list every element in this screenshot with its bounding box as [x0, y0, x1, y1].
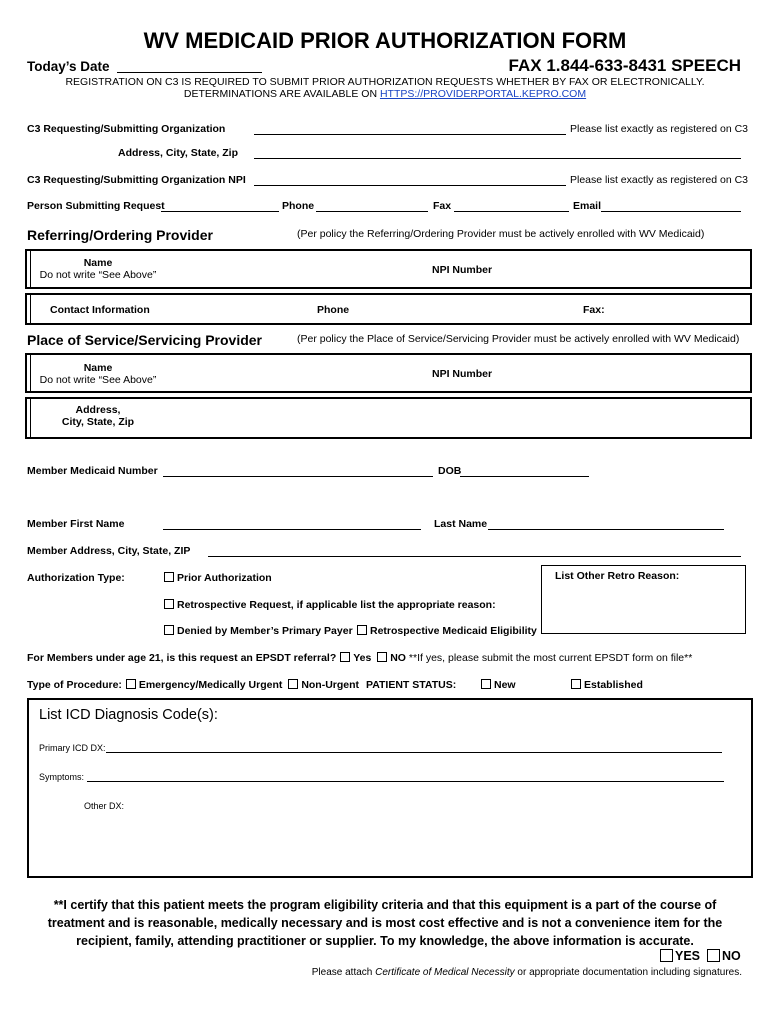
- certification-line-3: recipient, family, attending practitioner or supplier. To my knowledge, the above information is accurate.: [76, 934, 694, 948]
- prior-authorization-option[interactable]: [164, 572, 272, 584]
- certification-line-1: **I certify that this patient meets the program eligibility criteria and that this equipment is a part of the course of: [53, 898, 717, 912]
- status-new-option[interactable]: [481, 679, 516, 691]
- referring-npi-label: NPI Number: [432, 264, 493, 276]
- denied-primary-payer-checkbox[interactable]: [164, 625, 174, 635]
- epsdt-note: **If yes, please submit the most current EPSDT form on file**: [408, 652, 693, 664]
- certify-yes-checkbox[interactable]: [660, 949, 673, 962]
- primary-icd-label: Primary ICD DX:: [39, 743, 106, 753]
- referring-phone-label: Phone: [317, 304, 350, 316]
- symptoms-label: Symptoms:: [39, 772, 85, 782]
- authorization-type-label: Authorization Type:: [27, 572, 125, 584]
- certification-line-2: treatment and is reasonable, medically necessary and is most cost effective and is not a convenience item for the: [47, 916, 723, 930]
- retro-medicaid-checkbox[interactable]: [357, 625, 367, 635]
- epsdt-yes-checkbox[interactable]: [340, 652, 350, 662]
- registration-notice: REGISTRATION ON C3 IS REQUIRED TO SUBMIT PRIOR AUTHORIZATION REQUESTS WHETHER BY FAX OR ELECTRONICALLY.: [65, 76, 705, 88]
- retro-request-checkbox[interactable]: [164, 599, 174, 609]
- service-policy-note: [297, 333, 739, 345]
- service-address-line2: City, State, Zip: [61, 416, 135, 428]
- certify-yes-option[interactable]: [660, 949, 700, 963]
- submitter-fax-field[interactable]: [454, 211, 569, 212]
- retro-request-option[interactable]: [164, 599, 496, 611]
- member-dob-label: DOB: [438, 465, 462, 477]
- denied-primary-payer-label: Denied by Member’s Primary Payer: [177, 625, 353, 637]
- referring-provider-heading: Referring/Ordering Provider: [27, 227, 213, 243]
- org-note: Please list exactly as registered on C3: [570, 123, 749, 135]
- member-first-name-label: Member First Name: [27, 518, 125, 530]
- retro-request-label: Retrospective Request, if applicable list the appropriate reason:: [177, 599, 496, 611]
- submitter-phone-field[interactable]: [316, 211, 428, 212]
- emergency-checkbox[interactable]: [126, 679, 136, 689]
- provider-portal-link[interactable]: HTTPS://PROVIDERPORTAL.KEPRO.COM: [379, 88, 587, 100]
- submitter-email-field[interactable]: [601, 211, 741, 212]
- member-medicaid-field[interactable]: [163, 476, 433, 477]
- attachment-note-document: Certificate of Medical Necessity: [375, 967, 515, 978]
- member-last-name-label: Last Name: [434, 518, 488, 530]
- status-new-checkbox[interactable]: [481, 679, 491, 689]
- service-name-title: Name: [83, 362, 113, 374]
- member-dob-field[interactable]: [460, 476, 589, 477]
- member-medicaid-label: Member Medicaid Number: [27, 465, 158, 477]
- member-first-name-field[interactable]: [163, 529, 421, 530]
- submitter-fax-label: Fax: [433, 200, 452, 212]
- procedure-row: [27, 679, 456, 691]
- certify-no-checkbox[interactable]: [707, 949, 720, 962]
- fax-number: FAX 1.844-633-8431 SPEECH: [508, 56, 741, 75]
- service-name-note: Do not write “See Above”: [39, 374, 157, 386]
- referring-policy-text: (Per policy the Referring/Ordering Provider must be actively enrolled with WV Medicaid): [297, 228, 705, 240]
- member-last-name-field[interactable]: [488, 529, 724, 530]
- icd-diagnosis-box: [27, 698, 753, 878]
- todays-date-label: Today’s Date: [27, 59, 110, 74]
- prior-authorization-label: Prior Authorization: [177, 572, 272, 584]
- org-address-field[interactable]: [254, 158, 741, 159]
- attachment-note: [312, 967, 742, 978]
- epsdt-question: For Members under age 21, is this request an EPSDT referral?: [27, 652, 337, 664]
- form-title: WV MEDICAID PRIOR AUTHORIZATION FORM: [143, 28, 627, 53]
- person-submitting-label: Person Submitting Request: [27, 200, 165, 212]
- procedure-label: Type of Procedure:: [27, 679, 122, 691]
- epsdt-no-checkbox[interactable]: [377, 652, 387, 662]
- status-established-checkbox[interactable]: [571, 679, 581, 689]
- other-retro-reason-label: List Other Retro Reason:: [555, 570, 680, 582]
- epsdt-no-label: NO: [390, 652, 406, 664]
- symptoms-field[interactable]: [87, 781, 724, 782]
- denied-primary-payer-option[interactable]: [164, 625, 353, 637]
- service-name-label: [30, 362, 166, 386]
- org-address-label: Address, City, State, Zip: [118, 147, 238, 159]
- referring-name-label: [30, 257, 166, 281]
- epsdt-yes-label: Yes: [353, 652, 372, 664]
- referring-fax-label: Fax:: [583, 304, 605, 316]
- member-address-field[interactable]: [208, 556, 741, 557]
- org-field[interactable]: [254, 134, 566, 135]
- retro-medicaid-label: Retrospective Medicaid Eligibility: [370, 625, 537, 637]
- org-label: C3 Requesting/Submitting Organization: [27, 123, 226, 135]
- org-npi-field[interactable]: [254, 185, 566, 186]
- other-dx-label: Other DX:: [84, 801, 125, 811]
- service-address-label: [30, 404, 166, 428]
- person-submitting-field[interactable]: [161, 211, 279, 212]
- emergency-label: Emergency/Medically Urgent: [138, 679, 283, 691]
- certify-yes-label: YES: [675, 949, 701, 963]
- determinations-notice: [0, 88, 770, 100]
- referring-policy-note: [297, 228, 704, 240]
- non-urgent-label: Non-Urgent: [301, 679, 360, 691]
- org-npi-note: Please list exactly as registered on C3: [570, 174, 749, 186]
- non-urgent-checkbox[interactable]: [288, 679, 298, 689]
- attachment-note-prefix: Please attach: [311, 967, 376, 978]
- patient-status-label: PATIENT STATUS:: [365, 679, 457, 691]
- status-established-label: Established: [584, 679, 643, 691]
- determinations-text: DETERMINATIONS ARE AVAILABLE ON: [183, 88, 380, 100]
- epsdt-row: [27, 652, 692, 664]
- attachment-note-suffix: or appropriate documentation including signatures.: [514, 967, 742, 978]
- service-policy-text: (Per policy the Place of Service/Servicing Provider must be actively enrolled with WV Medicaid): [297, 333, 740, 345]
- status-established-option[interactable]: [571, 679, 643, 691]
- org-npi-label: C3 Requesting/Submitting Organization NPI: [27, 174, 246, 186]
- referring-name-title: Name: [83, 257, 113, 269]
- certify-no-label: NO: [722, 949, 741, 963]
- icd-diagnosis-heading: List ICD Diagnosis Code(s):: [39, 707, 218, 723]
- certify-no-option[interactable]: [707, 949, 741, 963]
- service-provider-heading: Place of Service/Servicing Provider: [27, 332, 263, 348]
- submitter-phone-label: Phone: [282, 200, 315, 212]
- referring-name-note: Do not write “See Above”: [39, 269, 157, 281]
- referring-contact-label: Contact Information: [50, 304, 150, 316]
- service-address-line1: Address,: [75, 404, 121, 416]
- service-npi-label: NPI Number: [432, 368, 493, 380]
- retro-medicaid-option[interactable]: [357, 625, 537, 637]
- primary-icd-field[interactable]: [106, 752, 722, 753]
- prior-authorization-checkbox[interactable]: [164, 572, 174, 582]
- submitter-email-label: Email: [573, 200, 602, 212]
- todays-date-field[interactable]: [117, 72, 262, 73]
- status-new-label: New: [494, 679, 516, 691]
- member-address-label: Member Address, City, State, ZIP: [27, 545, 191, 557]
